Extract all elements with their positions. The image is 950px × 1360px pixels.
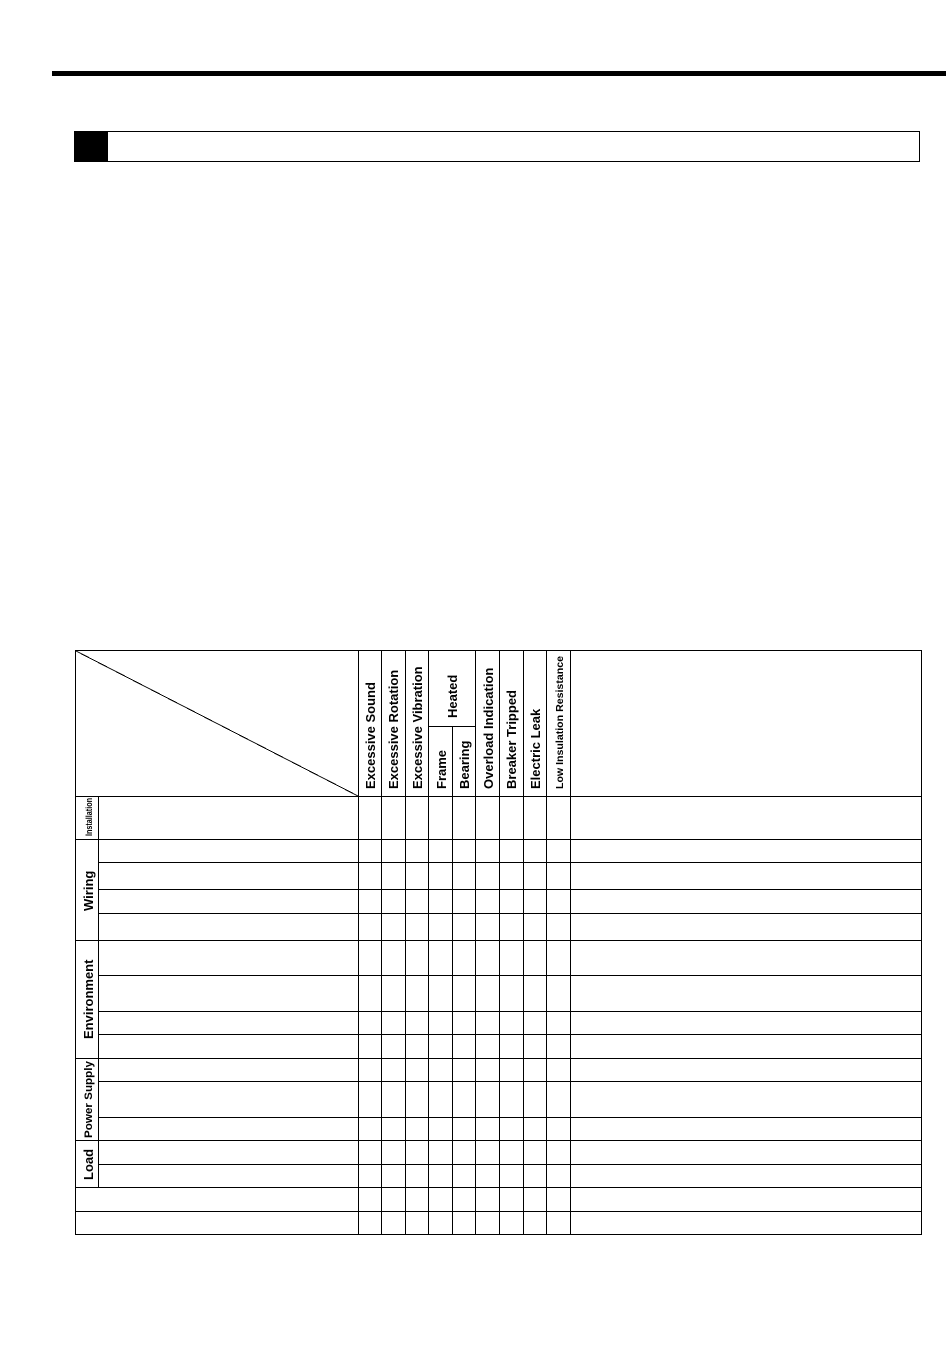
col-header-low-insulation-resistance: Low Insulation Resistance [554, 657, 566, 789]
col-header-excessive-sound: Excessive Sound [363, 682, 378, 789]
table-border [76, 651, 922, 1235]
header-diagonal [76, 651, 358, 796]
col-header-bearing: Bearing [457, 740, 472, 789]
col-header-electric-leak: Electric Leak [528, 708, 543, 789]
col-header-excessive-vibration: Excessive Vibration [410, 666, 425, 789]
col-header-breaker-tripped: Breaker Tripped [504, 690, 519, 789]
group-label-load: Load [81, 1148, 96, 1180]
col-header-frame: Frame [434, 749, 449, 789]
col-header-excessive-rotation: Excessive Rotation [386, 669, 401, 789]
group-label-installation: Installation [84, 788, 94, 836]
group-label-environment: Environment [81, 959, 96, 1039]
col-header-overload-indication: Overload Indication [481, 667, 496, 789]
group-label-power-supply: Power Supply [83, 1065, 95, 1138]
col-header-heated: Heated [445, 674, 460, 718]
group-label-wiring: Wiring [81, 870, 96, 911]
